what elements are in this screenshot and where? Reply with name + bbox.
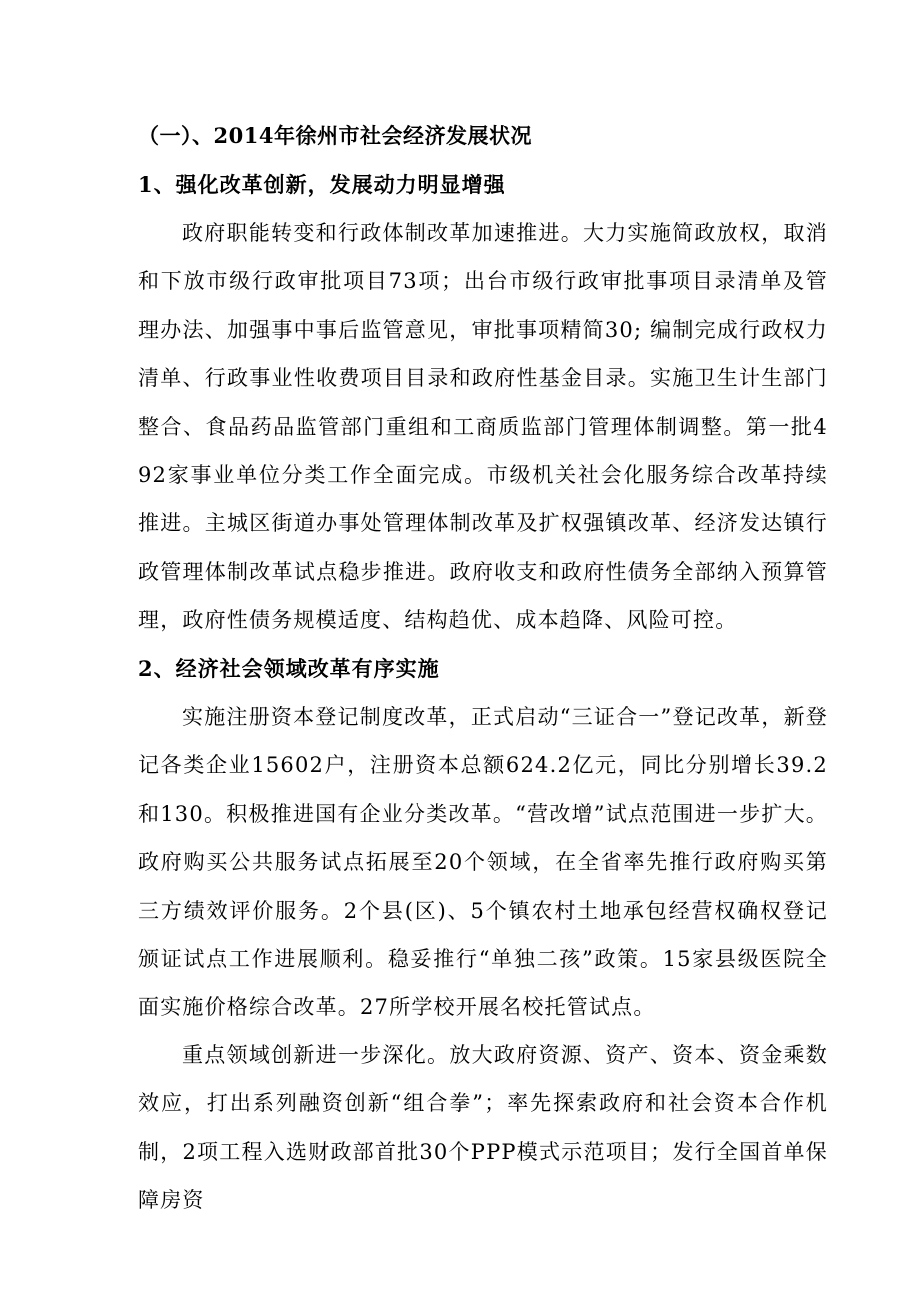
subsection-heading-2: 2、经济社会领域改革有序实施 (138, 656, 440, 681)
paragraph-registration-reform: 实施注册资本登记制度改革，正式启动“三证合一”登记改革，新登记各类企业15602户，注册资本总额624.2亿元，同比分别增长39.2和130。积极推进国有企业分类改革。“营改增”试点范围进一步扩大。政府购买公共服务试点拓展至20个领域，在全省率先推行政府购买第三方绩效评价服务。2个县(区)、5个镇农村土地承包经营权确权登记颁证试点工作进展顺利。稳妥推行“单独二孩”政策。15家县级医院全面实施价格综合改革。27所学校开展名校托管试点。 (138, 705, 828, 1020)
section-heading: （一）、2014年徐州市社会经济发展状况 (138, 123, 532, 148)
paragraph-administrative-reform: 政府职能转变和行政体制改革加速推进。大力实施简政放权，取消和下放市级行政审批项目73项；出台市级行政审批事项目录清单及管理办法、加强事中事后监管意见，审批事项精简30; 编制完成行政权力清单、行政事业性收费项目目录和政府性基金目录。实施卫生计生部门整合、食品药品监管部门重组和工商质监部门管理体制调整。第一批492家事业单位分类工作全面完成。市级机关社会化服务综合改革持续推进。主城区街道办事处管理体制改革及扩权强镇改革、经济发达镇行政管理体制改革试点稳步推进。政府收支和政府性债务全部纳入预算管理，政府性债务规模适度、结构趋优、成本趋降、风险可控。 (138, 221, 828, 633)
subsection-heading-1: 1、强化改革创新，发展动力明显增强 (138, 172, 506, 197)
paragraph-key-areas-innovation: 重点领域创新进一步深化。放大政府资源、资产、资本、资金乘数效应，打出系列融资创新“组合拳”；率先探索政府和社会资本合作机制，2项工程入选财政部首批30个PPP模式示范项目；发行全国首单保障房资 (138, 1043, 828, 1213)
